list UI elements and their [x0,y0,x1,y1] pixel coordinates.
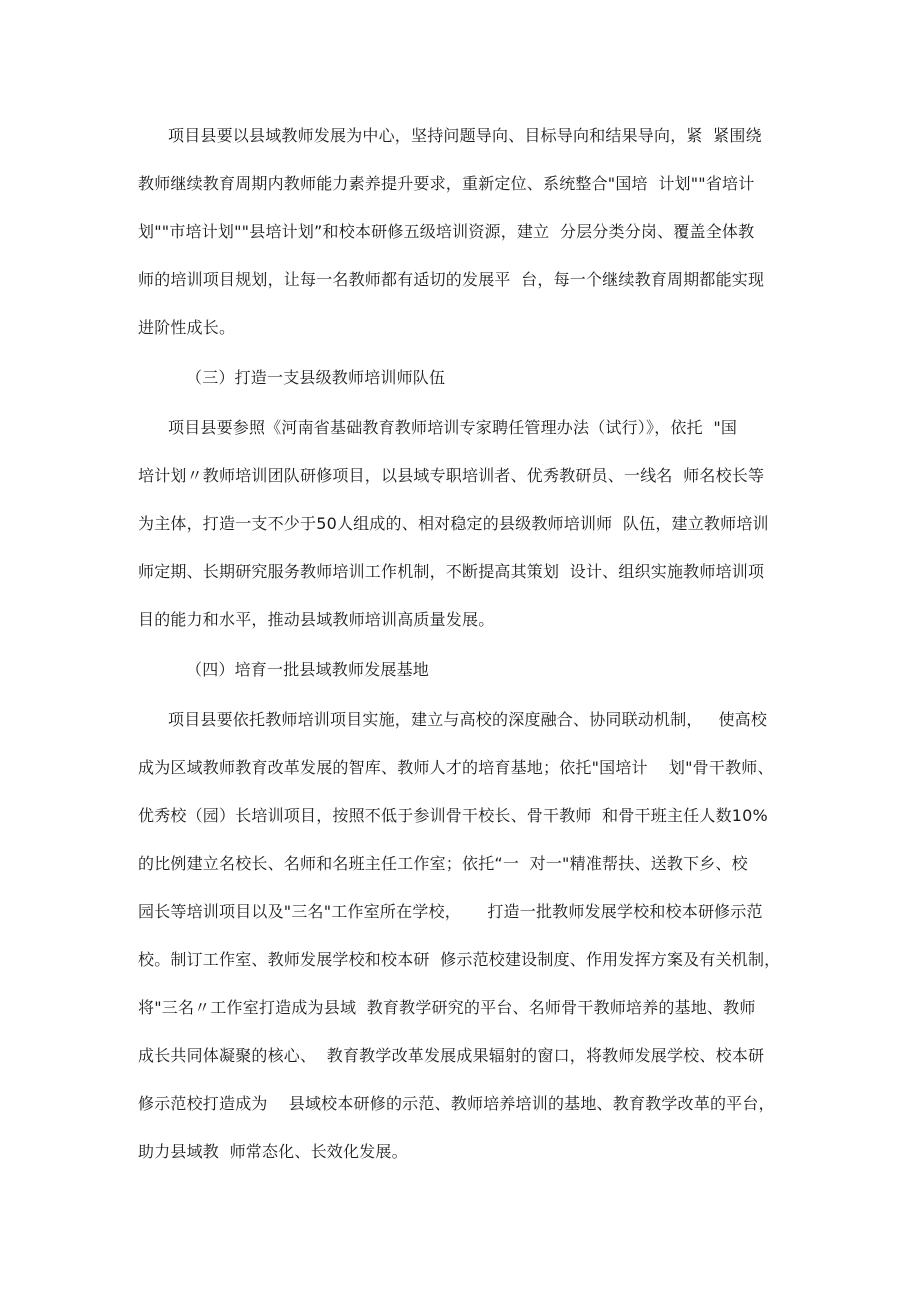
paragraph-line: 划""市培计划""县培计划”和校本研修五级培训资源，建立 分层分类分岗、覆盖全体教 [138,222,755,241]
paragraph-line: 助力县域教 师常态化、长效化发展。 [138,1142,408,1161]
paragraph-line: 的比例建立名校长、名师和名班主任工作室；依托“一 对一"精准帮扶、送教下乡、校 [138,854,748,873]
paragraph-line: 进阶性成长。 [138,318,236,337]
paragraph-line: 目的能力和水平，推动县域教师培训高质量发展。 [138,610,495,629]
paragraph-line: 校。制订工作室、教师发展学校和校本研 修示范校建设制度、作用发挥方案及有关机制， [138,950,781,969]
paragraph-line: 将"三名〃工作室打造成为县域 教育教学研究的平台、名师骨干教师培养的基地、教师 [138,998,756,1017]
paragraph-line: 成长共同体凝聚的核心、 教育教学改革发展成果辐射的窗口，将教师发展学校、校本研 [138,1046,765,1065]
section-heading: （四）培育一批县域教师发展基地 [186,660,430,679]
paragraph-line: 项目县要参照《河南省基础教育教师培训专家聘任管理办法（试行）》，依托 "国 [168,418,738,437]
paragraph-line: 教师继续教育周期内教师能力素养提升要求，重新定位、系统整合"国培 计划""省培计 [138,174,755,193]
paragraph-line: 优秀校（园）长培训项目，按照不低于参训骨干校长、骨干教师 和骨干班主任人数10% [138,806,768,825]
paragraph-line: 项目县要依托教师培训项目实施，建立与高校的深度融合、协同联动机制， 使高校 [168,710,768,729]
paragraph-line: 师的培训项目规划，让每一名教师都有适切的发展平 台，每一个继续教育周期都能实现 [138,270,765,289]
paragraph-line: 为主体，打造一支不少于50人组成的、相对稳定的县级教师培训师 队伍，建立教师培训 [138,514,769,533]
paragraph-line: 成为区域教师教育改革发展的智库、教师人才的培育基地；依托"国培计 划"骨干教师、 [138,758,774,777]
paragraph-line: 园长等培训项目以及"三名"工作室所在学校， 打造一批教师发展学校和校本研修示范 [138,902,763,921]
paragraph-line: 师定期、长期研究服务教师培训工作机制，不断提高其策划 设计、组织实施教师培训项 [138,562,765,581]
paragraph-line: 项目县要以县域教师发展为中心，坚持问题导向、目标导向和结果导向，紧 紧围绕 [168,126,762,145]
paragraph-line: 修示范校打造成为 县域校本研修的示范、教师培养培训的基地、教育教学改革的平台， [138,1094,775,1113]
paragraph-line: 培计划〃教师培训团队研修项目，以县域专职培训者、优秀教研员、一线名 师名校长等 [138,466,765,485]
section-heading: （三）打造一支县级教师培训师队伍 [186,368,446,387]
